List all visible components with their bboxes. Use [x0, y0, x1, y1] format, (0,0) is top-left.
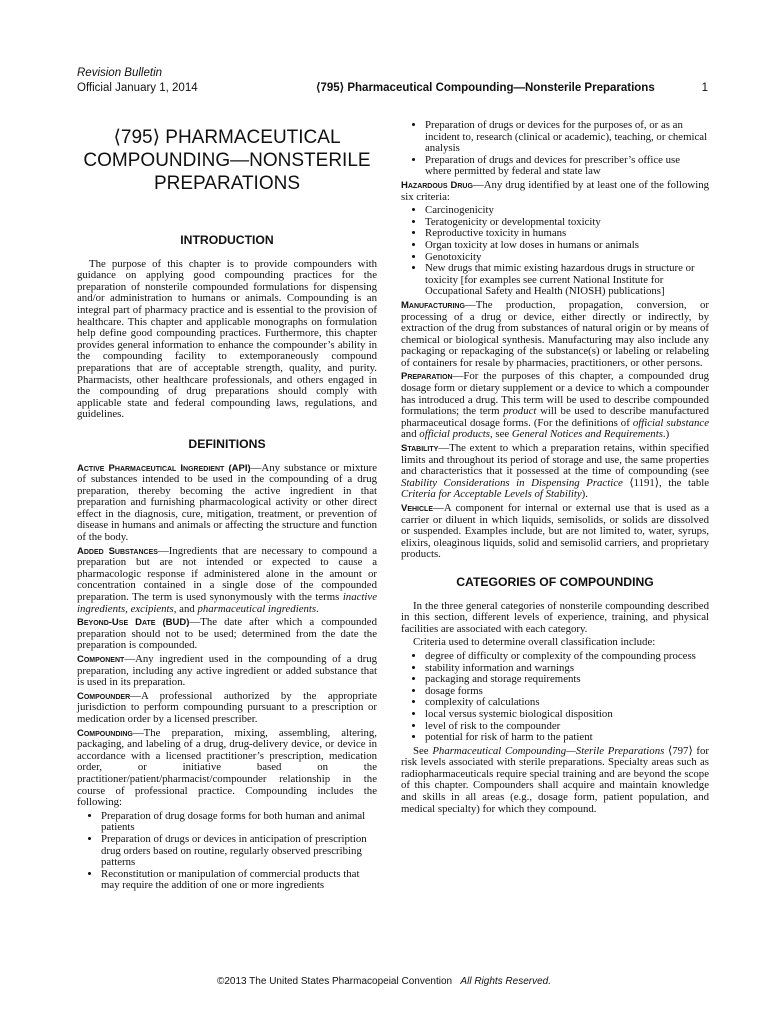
list-item: • stability information and warnings	[425, 663, 709, 675]
term-api: Active Pharmaceutical Ingredient	[77, 462, 225, 474]
def-added-text: —Ingredients that are necessary to compound a preparation but are not intended or expected to cause a pharmacologic response if administered alone in the amount or concentration contained in a single dose of the compounded preparation. The term is used synonymously with the terms	[77, 544, 378, 604]
title-line-1: ⟨795⟩ PHARMACEUTICAL	[113, 127, 341, 148]
right-column	[401, 120, 709, 817]
def-stability	[401, 443, 709, 501]
compounding-list-continued	[401, 120, 709, 178]
categories-paragraph-2: Criteria used to determine overall classification include:	[413, 636, 656, 649]
def-hazard-text: —Any drug identified by at least one of the following six criteria:	[401, 178, 709, 203]
def-vehicle-text: —A component for internal or external use that is used as a carrier or diluent in which liquids, semisolids, or solids are dissolved or suspended. Examples include, but are not limited to, water, syrups, elixirs, oleaginous liquids, solid and semisolid carriers, and proprietary products.	[401, 502, 709, 561]
def-prep-text: —For the purposes of this chapter, a compounded drug dosage form or dietary supplement or a device to which a compounder has introduced a drug. This term will be used to describe compounded formulations; the term	[401, 370, 709, 418]
def-added-and: and	[176, 602, 198, 615]
def-stab-text2: ⟨1191⟩, the table	[622, 476, 710, 489]
def-manufacturing-text: —The production, propagation, conversion, or processing of a drug or device, either directly or indirectly, by extraction of the drug from substances of natural origin or by means of chemical or biological synthesis. Manufacturing may also include any packaging or repackaging of the substance(s) or labeling or relabeling of containers for resale by pharmacies, practitioners, or other persons.	[401, 298, 709, 369]
cat-p3-see: See	[413, 744, 433, 757]
page-title	[77, 126, 377, 195]
copyright-text: ©2013 The United States Pharmacopeial Convention	[216, 976, 453, 987]
def-prep-text2: will be used to describe manufactured pharmaceutical dosage forms. (For the definitions of	[401, 405, 709, 429]
def-api-text: —Any substance or mixture of substances intended to be used in the compounding of a drug preparation, thereby becoming the active ingredient in that preparation and furnishing pharmacological activity or other direct effect in the diagnosis, cure, mitigation, treatment, or prevention of disease in humans and animals or affecting the structure and function of the body.	[77, 461, 378, 544]
def-added-italic: inactive ingredients, excipients,	[77, 591, 377, 615]
list-item: • degree of difficulty or complexity of the compounding process	[425, 651, 709, 663]
def-bud-text: —The date after which a compounded preparation should not to be used; determined from the date the preparation is compounded.	[77, 616, 377, 652]
list-item: • Genotoxicity	[425, 252, 709, 264]
term-vehicle: Vehicle	[401, 503, 434, 514]
official-date: Official January 1, 2014	[77, 82, 198, 94]
title-line-3: PREPARATIONS	[153, 173, 301, 194]
term-stability: Stability	[401, 443, 439, 455]
list-item: • Preparation of drugs and devices for prescriber’s office use where permitted by federal and state law	[425, 155, 709, 178]
term-compounder: Compounder	[77, 690, 131, 702]
categories-paragraph-1: In the three general categories of nonsterile compounding described in this section, different levels of experience, training, and physical facilities are associated with each category.	[401, 599, 709, 635]
term-compounding: Compounding	[77, 727, 133, 739]
left-column	[77, 126, 377, 894]
def-component-text: —Any ingredient used in the compounding of a drug preparation, including any active ingredient or added substance that is used in its preparation.	[77, 653, 377, 689]
def-hazardous-drug	[401, 180, 709, 203]
def-prep-end: .)	[662, 428, 670, 441]
list-item: • potential for risk of harm to the patient	[425, 732, 709, 744]
def-bud	[77, 617, 377, 652]
def-manufacturing	[401, 300, 709, 370]
def-stab-italic: Stability Considerations in Dispensing Practice	[401, 476, 623, 489]
def-prep-see: , see	[489, 428, 512, 441]
running-header-left	[77, 66, 198, 96]
def-compounding	[77, 728, 377, 809]
rights-text: All Rights Reserved.	[460, 976, 552, 987]
intro-paragraph: The purpose of this chapter is to provide compounders with guidance on applying good compounding practices for the preparation of nonsterile compounded formulations for dispensing and/or administration to humans or animals. Compounding is an integral part of pharmacy practice and is essential to the provision of healthcare. This chapter and applicable monographs on formulation help define good compounding practices. Furthermore, this chapter provides general information to enhance the compounder’s ability in the compounding facility to extemporaneously compound preparations that are of acceptable strength, quality, and purity. Pharmacists, other healthcare professionals, and others engaged in the compounding of drug preparations should comply with applicable state and federal compounding laws, regulations, and guidelines.	[77, 257, 377, 421]
list-item: • local versus systemic biological disposition	[425, 709, 709, 721]
hazard-list	[401, 205, 709, 298]
def-compounder-text: —A professional authorized by the appropriate jurisdiction to perform compounding pursuant to a prescription or medication order by a licensed prescriber.	[77, 689, 377, 725]
def-vehicle	[401, 503, 709, 561]
list-item: • complexity of calculations	[425, 697, 709, 709]
categories-paragraph-3	[401, 746, 709, 816]
def-stab-text: —The extent to which a preparation retains, within specified limits and throughout its period of storage and use, the same properties and characteristics that it possessed at the time of compounding (see	[401, 442, 709, 478]
def-added-italic2: pharmaceutical ingredients	[197, 602, 317, 615]
list-item: • dosage forms	[425, 686, 709, 698]
list-item: • Preparation of drugs or devices in anticipation of prescription drug orders based on routine, regularly observed prescribing patterns	[101, 834, 377, 869]
list-item: • packaging and storage requirements	[425, 674, 709, 686]
compounding-list	[77, 811, 377, 892]
def-prep-italic3: official products	[419, 428, 490, 441]
abbr-api: (API)	[228, 462, 251, 474]
list-item: • New drugs that mimic existing hazardous drugs in structure or toxicity [for examples see current National Institute for Occupational Safety and Health (NIOSH) publications]	[425, 263, 709, 298]
list-item: • Reproductive toxicity in humans	[425, 228, 709, 240]
term-manufacturing: Manufacturing	[401, 299, 465, 311]
list-item: • Preparation of drugs or devices for the purposes of, or as an incident to, research (clinical or academic), teaching, or chemical analysis	[425, 120, 709, 155]
term-component: Component	[77, 654, 125, 665]
chapter-title: ⟨795⟩ Pharmaceutical Compounding—Nonsterile Preparations	[316, 82, 655, 94]
section-heading-introduction: INTRODUCTION	[180, 233, 274, 247]
def-stab-italic2: Criteria for Acceptable Levels of Stability	[401, 488, 582, 501]
list-item: • Preparation of drug dosage forms for both human and animal patients	[101, 811, 377, 834]
section-heading-definitions: DEFINITIONS	[188, 436, 266, 451]
def-api	[77, 463, 377, 544]
bulletin-label: Revision Bulletin	[77, 67, 163, 79]
list-item: • Organ toxicity at low doses in humans or animals	[425, 240, 709, 252]
list-item: • Teratogenicity or developmental toxicity	[425, 217, 709, 229]
term-bud: Beyond-Use Date	[77, 617, 156, 629]
page-number: 1	[701, 82, 708, 94]
def-added-substances	[77, 546, 377, 616]
def-added-end: .	[316, 602, 319, 615]
list-item: • Reconstitution or manipulation of commercial products that may require the addition of one or more ingredients	[101, 869, 377, 892]
def-preparation	[401, 371, 709, 441]
list-item: • level of risk to the compounder	[425, 721, 709, 733]
cat-p3-italic: Pharmaceutical Compounding—Sterile Preparations	[432, 744, 665, 757]
def-compounding-text: —The preparation, mixing, assembling, altering, packaging, and labeling of a drug, drug-delivery device, or device in accordance with a licensed practitioner’s prescription, medication order, or initiative based on the practitioner/patient/pharmacist/compounder relationship in the course of professional practice. Compounding includes the following:	[77, 726, 377, 809]
term-added-substances: Added Substances	[77, 545, 158, 557]
criteria-list	[401, 651, 709, 744]
term-preparation: Preparation	[401, 371, 453, 383]
section-heading-categories: CATEGORIES OF COMPOUNDING	[456, 574, 654, 589]
def-prep-italic4: General Notices and Requirements	[511, 428, 663, 441]
def-prep-italic2: official substance	[632, 416, 709, 429]
title-line-2: COMPOUNDING—NONSTERILE	[83, 150, 371, 171]
running-header-right	[316, 81, 708, 96]
abbr-bud: (BUD)	[162, 617, 190, 629]
def-prep-and: and	[401, 428, 420, 441]
def-prep-italic: product	[503, 405, 537, 418]
cat-p3-text: ⟨797⟩ for risk levels associated with sterile preparations. Specialty areas such as radiopharmaceuticals require special training and are beyond the scope of this chapter. Compounders shall acquire and maintain knowledge and skills in all areas (e.g., dosage form, patient population, and medical specialty) for which they compound.	[401, 744, 709, 815]
def-compounder	[77, 691, 377, 726]
page-footer	[0, 976, 768, 987]
def-stab-end: ).	[581, 488, 588, 501]
list-item: • Carcinogenicity	[425, 205, 709, 217]
def-component	[77, 654, 377, 689]
term-hazardous-drug: Hazardous Drug	[401, 179, 473, 191]
